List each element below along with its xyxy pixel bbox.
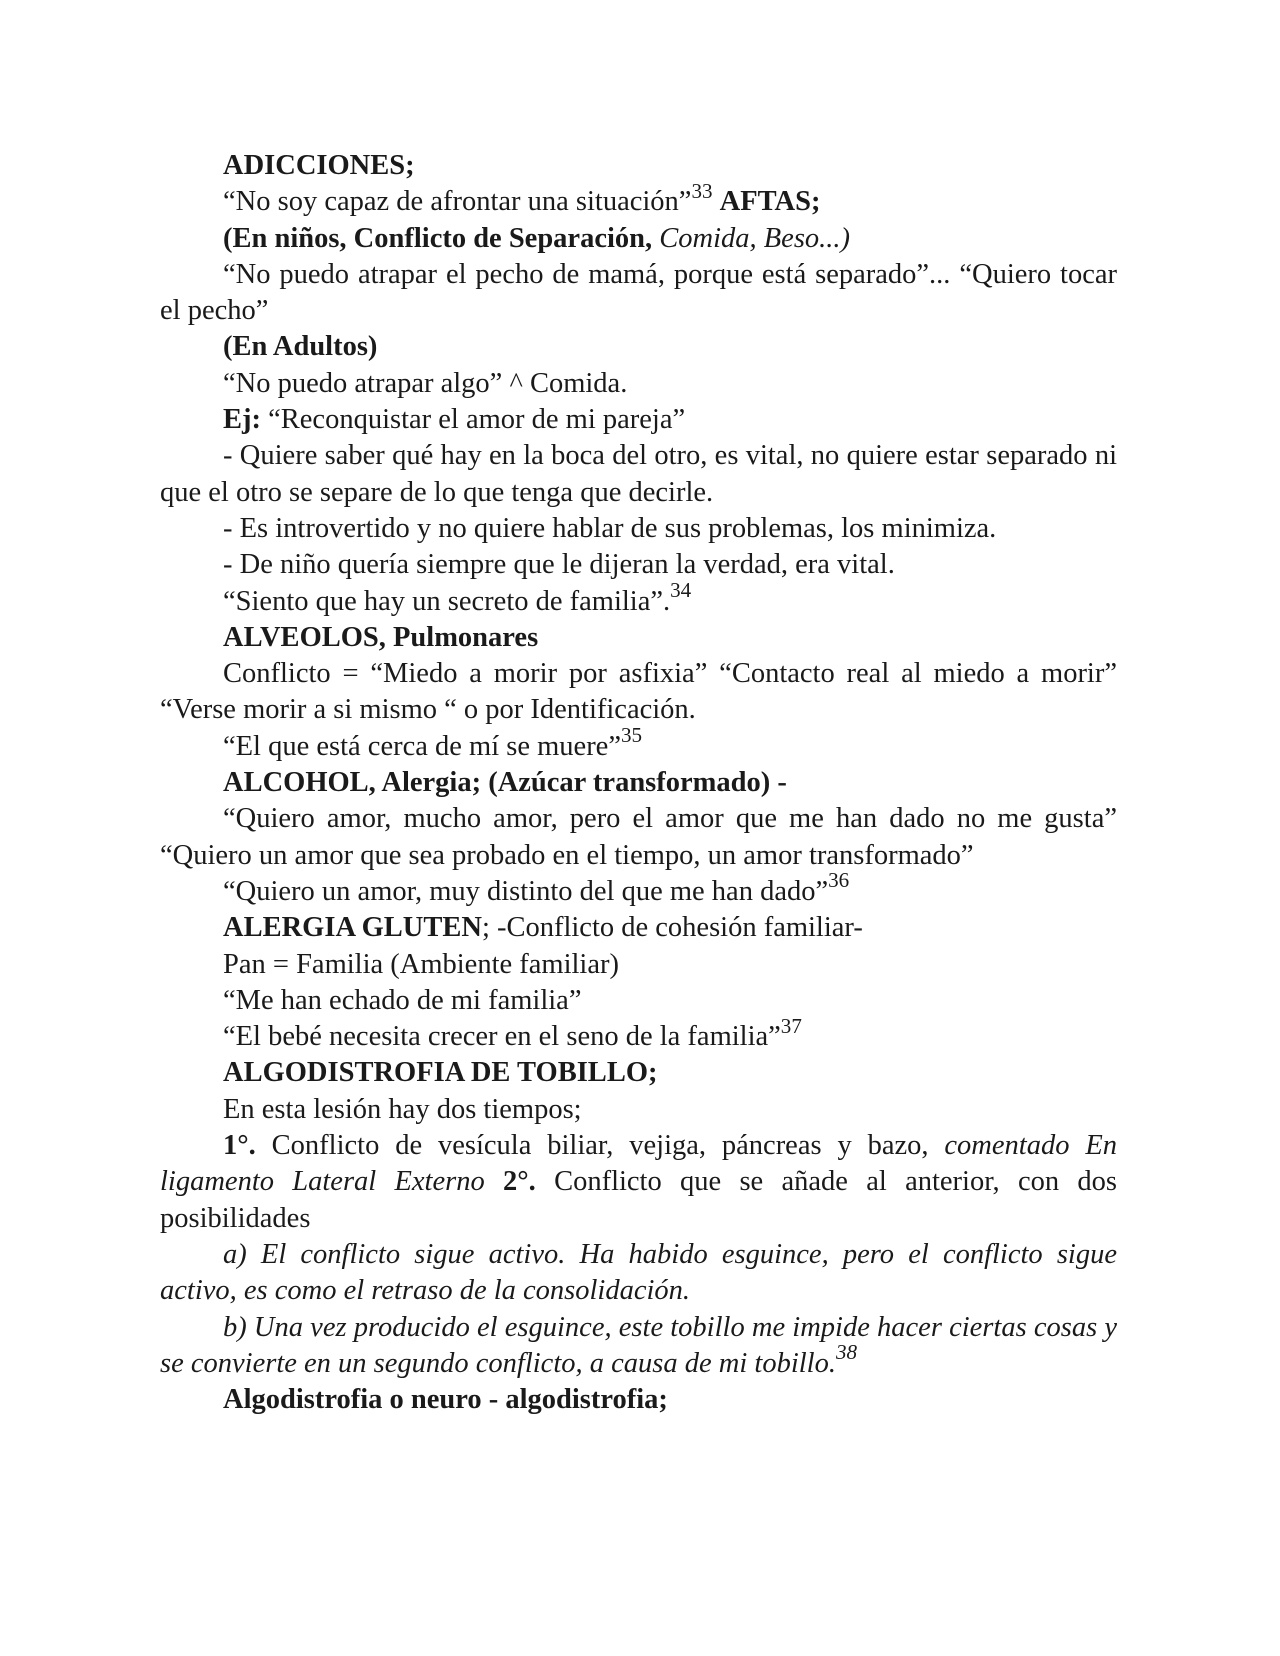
paragraph-pan <box>160 947 1117 983</box>
document-page <box>160 148 1117 1418</box>
heading-text: ALGODISTROFIA DE TOBILLO; <box>223 1057 658 1089</box>
paragraph-text: “Quiero un amor, muy distinto del que me han dado” <box>223 875 829 907</box>
heading-text: ALCOHOL, Alergia; (Azúcar transformado) - <box>223 767 787 799</box>
paragraph-echado <box>160 983 1117 1019</box>
paragraph-text: “El bebé necesita crecer en el seno de la familia” <box>223 1021 781 1053</box>
paragraph-conflicto-vesicula <box>160 1128 1117 1237</box>
step-two-label: 2°. <box>484 1166 536 1198</box>
paragraph-text: “No puedo atrapar algo” ^ Comida. <box>223 367 628 399</box>
subheading-italic: Comida, Beso...) <box>659 222 851 254</box>
heading-text: ADICCIONES; <box>223 150 415 181</box>
paragraph-text: “El que está cerca de mí se muere” <box>223 730 621 762</box>
example-text: “Reconquistar el amor de mi pareja” <box>261 404 686 436</box>
footnote-ref: 36 <box>828 868 850 893</box>
paragraph-secreto <box>160 577 1117 620</box>
subheading-ninos <box>160 221 1117 257</box>
paragraph-amor-distinto <box>160 868 1117 910</box>
heading-neuro-algodistrofia <box>160 1382 1117 1418</box>
heading-gluten <box>160 910 1117 946</box>
heading-algodistrofia-tobillo <box>160 1055 1117 1091</box>
heading-text: Algodistrofia o neuro - algodistrofia; <box>223 1384 668 1416</box>
paragraph-text: En esta lesión hay dos tiempos; <box>223 1093 582 1125</box>
heading-text: ALERGIA GLUTEN <box>223 912 482 944</box>
footnote-ref: 33 <box>691 178 713 203</box>
paragraph-option-a <box>160 1237 1117 1310</box>
paragraph-pecho <box>160 257 1117 330</box>
subheading-bold: (En Adultos) <box>223 331 378 363</box>
paragraph-text: “Me han echado de mi familia” <box>223 984 582 1016</box>
paragraph-text: “No puedo atrapar el pecho de mamá, porque está separado”... “Quiero tocar el pecho” <box>160 258 1117 327</box>
paragraph-text: - De niño quería siempre que le dijeran la verdad, era vital. <box>223 549 895 581</box>
heading-adicciones <box>160 148 1117 184</box>
heading-alveolos <box>160 620 1117 656</box>
heading-aftas: AFTAS; <box>719 186 821 218</box>
footnote-ref: 35 <box>620 723 643 748</box>
footnote-ref <box>836 1340 857 1364</box>
paragraph-text: Pan = Familia (Ambiente familiar) <box>223 948 619 980</box>
footnote-ref: 34 <box>670 577 692 602</box>
paragraph-muere <box>160 723 1117 765</box>
quote-text: “No soy capaz de afrontar una situación” <box>223 186 692 218</box>
step-two-text: Conflicto que se añade al anterior, con dos posibilidades <box>160 1166 1117 1234</box>
paragraph-nino <box>160 547 1117 583</box>
subheading-adultos <box>160 329 1117 365</box>
paragraph-boca <box>160 438 1117 511</box>
step-one-label: 1°. <box>223 1130 256 1162</box>
heading-alcohol <box>160 765 1117 801</box>
paragraph-amor <box>160 801 1117 874</box>
paragraph-conflicto-asfixia <box>160 656 1117 729</box>
paragraph-tiempos <box>160 1092 1117 1128</box>
paragraph-text: - Quiere saber qué hay en la boca del otro, es vital, no quiere estar separado ni que el otro se separe de lo que tenga que decirle. <box>160 440 1117 508</box>
paragraph-option-b <box>160 1310 1117 1383</box>
paragraph-text: “Siento que hay un secreto de familia”. <box>223 585 671 617</box>
step-one-italic: comentado En ligamento Lateral Externo <box>160 1130 1117 1198</box>
paragraph-text: “Quiero amor, mucho amor, pero el amor que me han dado no me gusta” “Quiero un amor que sea probado en el tiempo, un amor transformado” <box>160 803 1117 871</box>
option-a-text: a) El conflicto sigue activo. Ha habido esguince, pero el conflicto sigue activo, es como el retraso de la consolidación. <box>160 1238 1117 1307</box>
paragraph-text: - Es introvertido y no quiere hablar de sus problemas, los minimiza. <box>223 512 997 544</box>
footnote-number: 38 <box>835 1340 858 1365</box>
paragraph-introvertido <box>160 511 1117 547</box>
paragraph-example <box>160 402 1117 438</box>
subheading-bold: (En niños, Conflicto de Separación, <box>223 222 653 254</box>
example-label: Ej: <box>223 404 261 436</box>
paragraph-atrapar <box>160 366 1117 402</box>
paragraph-bebe <box>160 1013 1117 1055</box>
paragraph-adicciones-quote <box>160 178 1117 220</box>
step-one-text: Conflicto de vesícula biliar, vejiga, páncreas y bazo, <box>255 1130 945 1162</box>
option-b-text: b) Una vez producido el esguince, este tobillo me impide hacer ciertas cosas y se convierte en un segundo conflicto, a causa de mi tobillo. <box>160 1311 1117 1379</box>
footnote-ref: 37 <box>780 1013 802 1038</box>
heading-subtitle: ; -Conflicto de cohesión familiar- <box>481 912 863 944</box>
heading-text: ALVEOLOS, Pulmonares <box>223 621 539 653</box>
paragraph-text: Conflicto = “Miedo a morir por asfixia” “Contacto real al miedo a morir” “Verse morir a si mismo “ o por Identificación. <box>160 658 1117 726</box>
